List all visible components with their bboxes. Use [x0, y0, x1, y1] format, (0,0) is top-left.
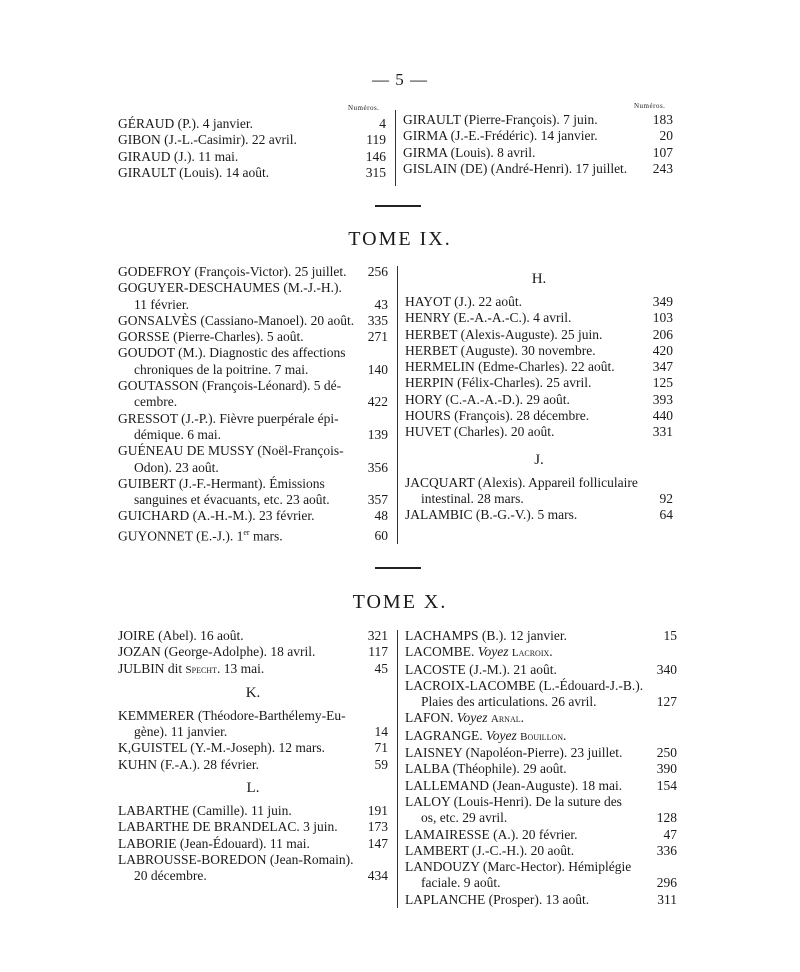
index-entry — [118, 819, 388, 835]
index-entry — [118, 803, 388, 819]
entry-number: 127 — [656, 694, 677, 710]
entry-number: 119 — [366, 132, 386, 148]
entry-name: LAFON. Voyez Arnal. — [405, 710, 524, 726]
entry-number: 250 — [656, 745, 677, 761]
index-entry — [118, 427, 388, 443]
entry-name: GUICHARD (A.-H.-M.). 23 février. — [118, 508, 315, 524]
entry-name: JULBIN dit Specht. 13 mai. — [118, 660, 265, 676]
entry-number: 243 — [652, 160, 673, 176]
index-entry — [405, 359, 673, 375]
entry-name: LALLEMAND (Jean-Auguste). 18 mai. — [405, 777, 623, 793]
entry-name: LABARTHE DE BRANDELAC. 3 juin. — [118, 819, 338, 835]
letter-heading-k: K. — [245, 684, 261, 701]
index-entry — [405, 892, 677, 908]
entry-name: GUÉNEAU DE MUSSY (Noël-François- — [118, 443, 344, 459]
entry-name: LACOMBE. Voyez Lacroix. — [405, 644, 553, 660]
column-divider — [395, 110, 396, 186]
entry-number: 59 — [374, 756, 388, 772]
entry-number: 271 — [367, 329, 388, 345]
entry-name: GOUTASSON (François-Léonard). 5 dé- — [118, 378, 342, 394]
entry-number: 347 — [652, 359, 673, 375]
index-entry — [405, 507, 673, 523]
index-entry — [405, 628, 677, 644]
entry-number: 440 — [652, 408, 673, 424]
letter-heading-l: L. — [246, 780, 260, 797]
index-entry — [405, 310, 673, 326]
entry-number: 71 — [374, 740, 388, 756]
index-entry — [405, 491, 673, 507]
entry-number: 147 — [367, 835, 388, 851]
index-entry — [118, 297, 388, 313]
index-entry — [118, 661, 388, 678]
entry-number: 139 — [367, 426, 388, 442]
entry-name: HAYOT (J.). 22 août. — [405, 294, 522, 309]
entry-small-caps: Specht — [185, 663, 217, 676]
index-entry — [118, 708, 388, 724]
entry-name: os, etc. 29 avril. — [421, 810, 508, 826]
column-divider — [397, 266, 398, 544]
entry-number: 349 — [652, 294, 673, 309]
entry-number: 15 — [663, 628, 677, 643]
entry-number: 154 — [656, 777, 677, 793]
index-entry — [405, 343, 673, 359]
page-number: — 5 — — [372, 70, 428, 89]
entry-number: 183 — [652, 112, 673, 127]
index-entry — [118, 476, 388, 492]
index-entry — [405, 794, 677, 810]
entry-name: KUHN (F.-A.). 28 février. — [118, 756, 260, 772]
entry-name: LAPLANCHE (Prosper). 13 août. — [405, 891, 590, 907]
index-entry — [405, 875, 677, 891]
index-entry — [118, 644, 388, 660]
entry-name: GOUDOT (M.). Diagnostic des affections — [118, 345, 346, 361]
entry-name: LAMAIRESSE (A.). 20 février. — [405, 826, 578, 842]
index-entry — [118, 757, 388, 773]
tome10-left-column — [118, 628, 388, 885]
entry-see-reference: Voyez — [486, 727, 521, 743]
entry-number: 340 — [656, 661, 677, 677]
entry-name: sanguines et évacuants, etc. 23 août. — [134, 492, 330, 508]
letter-heading-j: J. — [534, 451, 544, 468]
entry-number: 422 — [367, 394, 388, 410]
index-entry — [405, 644, 677, 661]
index-entry — [405, 475, 673, 491]
entry-name: HOURS (François). 28 décembre. — [405, 408, 590, 424]
entry-name: GRESSOT (J.-P.). Fièvre puerpérale épi- — [118, 410, 339, 426]
index-entry — [405, 710, 677, 727]
entry-number: 4 — [379, 116, 386, 131]
entry-number: 125 — [652, 375, 673, 391]
entry-small-caps: Bouillon — [520, 730, 564, 743]
index-entry — [118, 132, 386, 148]
tome9-title: TOME IX. — [348, 228, 452, 250]
entry-number: 315 — [365, 164, 386, 180]
entry-name: intestinal. 28 mars. — [421, 490, 524, 506]
section-separator — [375, 205, 421, 207]
index-entry — [405, 859, 677, 875]
entry-number: 321 — [367, 628, 388, 643]
tome10-title: TOME X. — [352, 591, 448, 613]
entry-number: 356 — [367, 459, 388, 475]
entry-name: HERMELIN (Edme-Charles). 22 août. — [405, 359, 615, 375]
index-entry — [405, 728, 677, 745]
index-entry — [405, 843, 677, 859]
entry-number: 191 — [367, 803, 388, 819]
entry-superscript: er — [243, 527, 250, 537]
entry-number: 173 — [367, 819, 388, 835]
entry-name: LALBA (Théophile). 29 août. — [405, 761, 567, 777]
entry-number: 128 — [656, 810, 677, 826]
tome9-left-column — [118, 264, 388, 545]
index-entry — [118, 628, 388, 644]
index-entry — [118, 836, 388, 852]
entry-number: 420 — [652, 342, 673, 358]
entry-name: JOIRE (Abel). 16 août. — [118, 628, 244, 643]
index-entry — [403, 161, 673, 177]
entry-number: 60 — [374, 528, 388, 544]
entry-number: 107 — [652, 144, 673, 160]
entry-name: LABARTHE (Camille). 11 juin. — [118, 803, 292, 819]
entry-name: JOZAN (George-Adolphe). 18 avril. — [118, 644, 316, 660]
entry-name: démique. 6 mai. — [134, 426, 221, 442]
index-entry — [118, 264, 388, 280]
index-entry — [118, 508, 388, 524]
entry-name: GISLAIN (DE) (André-Henri). 17 juillet. — [403, 160, 628, 176]
index-entry — [118, 443, 388, 459]
entry-see-reference: Voyez — [477, 644, 512, 660]
entry-number: 48 — [374, 508, 388, 524]
entry-number: 311 — [657, 891, 677, 907]
index-entry — [118, 492, 388, 508]
index-entry — [118, 852, 388, 868]
entry-name: 20 décembre. — [134, 868, 207, 884]
entry-name: GIRAULT (Louis). 14 août. — [118, 164, 270, 180]
entry-name: GIRMA (J.-E.-Frédéric). 14 janvier. — [403, 128, 598, 144]
index-entry — [405, 662, 677, 678]
index-entry — [118, 378, 388, 394]
entry-name: GIRAULT (Pierre-François). 7 juin. — [403, 112, 598, 127]
entry-name: HERBET (Alexis-Auguste). 25 juin. — [405, 326, 603, 342]
tome9-right-column — [405, 264, 673, 524]
index-entry — [405, 810, 677, 826]
index-entry — [403, 128, 673, 144]
entry-number: 103 — [652, 310, 673, 326]
entry-name: GOGUYER-DESCHAUMES (M.-J.-H.). — [118, 280, 342, 296]
entry-number: 117 — [368, 644, 388, 660]
entry-number: 393 — [652, 391, 673, 407]
entry-number: 14 — [374, 724, 388, 740]
column-divider — [397, 630, 398, 908]
index-entry — [405, 827, 677, 843]
entry-number: 146 — [365, 148, 386, 164]
index-entry — [118, 411, 388, 427]
entry-number: 331 — [652, 424, 673, 440]
entry-number: 45 — [374, 660, 388, 676]
entry-name: LABROUSSE-BOREDON (Jean-Romain). — [118, 851, 354, 867]
entry-number: 357 — [367, 492, 388, 508]
entry-number: 20 — [659, 128, 673, 144]
index-entry — [118, 149, 386, 165]
entry-number: 43 — [374, 296, 388, 312]
entry-number: 434 — [367, 868, 388, 884]
index-entry — [405, 327, 673, 343]
tome8-right-column — [403, 112, 673, 177]
index-entry — [118, 525, 388, 545]
entry-number: 140 — [367, 361, 388, 377]
entry-name: GONSALVÈS (Cassiano-Manoel). 20 août. — [118, 312, 355, 328]
entry-name: GORSSE (Pierre-Charles). 5 août. — [118, 329, 304, 345]
index-entry — [118, 394, 388, 410]
entry-name: LALOY (Louis-Henri). De la suture des — [405, 793, 622, 809]
entry-see-reference: Voyez — [456, 710, 491, 726]
entry-number: 206 — [652, 326, 673, 342]
entry-name: LACROIX-LACOMBE (L.-Édouard-J.-B.). — [405, 677, 644, 693]
index-entry — [405, 408, 673, 424]
entry-name: JACQUART (Alexis). Appareil folliculaire — [405, 474, 638, 490]
index-entry — [118, 165, 386, 181]
index-entry — [118, 740, 388, 756]
entry-name: JALAMBIC (B.-G.-V.). 5 mars. — [405, 507, 578, 523]
index-entry — [403, 145, 673, 161]
entry-number: 336 — [656, 842, 677, 858]
entry-name: HUVET (Charles). 20 août. — [405, 424, 555, 440]
index-entry — [405, 375, 673, 391]
entry-number: 296 — [656, 875, 677, 891]
entry-name: Odon). 23 août. — [134, 459, 219, 475]
entry-name: HERBET (Auguste). 30 novembre. — [405, 342, 596, 358]
numeros-label-left: Numéros. — [348, 104, 380, 112]
entry-name: chroniques de la poitrine. 7 mai. — [134, 361, 309, 377]
entry-number: 92 — [659, 490, 673, 506]
entry-name: Plaies des articulations. 26 avril. — [421, 694, 597, 710]
tome10-right-column — [405, 628, 677, 908]
entry-name: faciale. 9 août. — [421, 875, 501, 891]
index-entry — [118, 460, 388, 476]
entry-name: GODEFROY (François-Victor). 25 juillet. — [118, 264, 347, 279]
entry-name: gène). 11 janvier. — [134, 724, 228, 740]
tome8-left-column — [118, 116, 386, 181]
index-entry — [405, 745, 677, 761]
entry-name: K,GUISTEL (Y.-M.-Joseph). 12 mars. — [118, 740, 325, 756]
index-entry — [405, 678, 677, 694]
index-entry — [405, 761, 677, 777]
entry-name: GÉRAUD (P.). 4 janvier. — [118, 116, 253, 131]
index-entry — [118, 868, 388, 884]
entry-name: cembre. — [134, 394, 178, 410]
index-entry — [405, 424, 673, 440]
entry-name: 11 février. — [134, 296, 189, 312]
entry-name: HERPIN (Félix-Charles). 25 avril. — [405, 375, 592, 391]
index-entry — [403, 112, 673, 128]
entry-name: LANDOUZY (Marc-Hector). Hémiplégie — [405, 859, 632, 875]
entry-name: GIRMA (Louis). 8 avril. — [403, 144, 536, 160]
entry-small-caps: Arnal — [490, 713, 521, 726]
index-entry — [405, 392, 673, 408]
entry-name: LAISNEY (Napoléon-Pierre). 23 juillet. — [405, 745, 623, 761]
index-entry — [118, 724, 388, 740]
entry-number: 256 — [367, 264, 388, 279]
section-separator — [375, 567, 421, 569]
entry-name: GUYONNET (E.-J.). 1er mars. — [118, 527, 283, 544]
index-entry — [118, 280, 388, 296]
entry-name: LACHAMPS (B.). 12 janvier. — [405, 628, 567, 643]
entry-number: 64 — [659, 507, 673, 523]
index-entry — [118, 362, 388, 378]
entry-name: GIRAUD (J.). 11 mai. — [118, 148, 239, 164]
entry-name: GIBON (J.-L.-Casimir). 22 avril. — [118, 132, 297, 148]
entry-small-caps: Lacroix — [511, 647, 550, 660]
entry-name: KEMMERER (Théodore-Barthélemy-Eu- — [118, 707, 346, 723]
entry-number: 390 — [656, 761, 677, 777]
entry-name: GUIBERT (J.-F.-Hermant). Émissions — [118, 475, 325, 491]
index-entry — [118, 116, 386, 132]
index-entry — [405, 694, 677, 710]
entry-name: LABORIE (Jean-Édouard). 11 mai. — [118, 835, 310, 851]
entry-name: HORY (C.-A.-A.-D.). 29 août. — [405, 391, 570, 407]
entry-name: HENRY (E.-A.-A.-C.). 4 avril. — [405, 310, 572, 326]
index-entry — [118, 345, 388, 361]
entry-name: LACOSTE (J.-M.). 21 août. — [405, 661, 557, 677]
entry-name: LAMBERT (J.-C.-H.). 20 août. — [405, 842, 575, 858]
index-entry — [405, 294, 673, 310]
numeros-label-right: Numéros. — [634, 102, 666, 110]
index-entry — [118, 313, 388, 329]
entry-name: LAGRANGE. Voyez Bouillon. — [405, 727, 567, 743]
entry-number: 47 — [663, 826, 677, 842]
index-entry — [405, 778, 677, 794]
index-entry — [118, 329, 388, 345]
entry-number: 335 — [367, 312, 388, 328]
letter-heading-h: H. — [531, 271, 547, 287]
